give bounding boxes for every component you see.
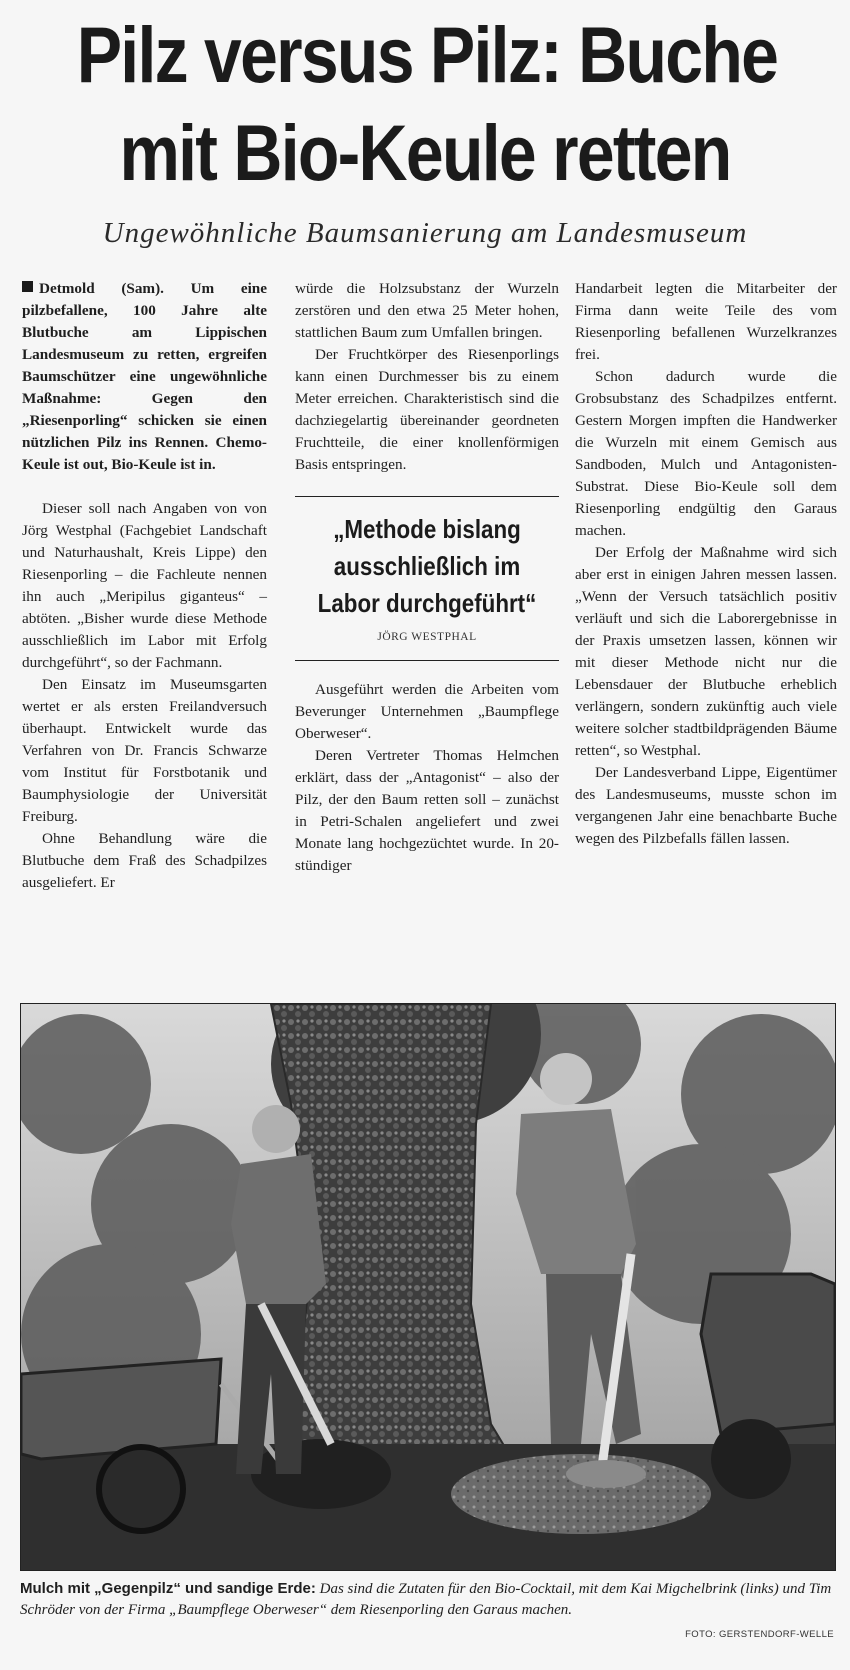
pull-quote (295, 496, 559, 661)
article-photo (20, 1003, 836, 1571)
photo-illustration (21, 1004, 835, 1570)
body-paragraph: Ausgeführt werden die Arbeiten vom Beverunger Unternehmen „Baumpflege Oberweser“. (295, 681, 559, 742)
lead-text: Detmold (Sam). Um eine pilzbefallene, 100 Jahre alte Blutbuche am Lippischen Landesmuseum zu retten, ergreifen Baumschützer eine ungewöhnliche Maßnahme: Gegen den „Riesenporling“ schicken sie einen nützlichen Pilz ins Rennen. Chemo-Keule ist out, Bio-Keule ist in. (22, 280, 267, 473)
headline-line-2: mit Bio-Keule retten (119, 108, 731, 197)
body-paragraph: Handarbeit legten die Mitarbeiter der Firma dann weite Teile des vom Riesenporling befallenen Wurzelkranzes frei. (575, 280, 837, 363)
body-paragraph: Der Landesverband Lippe, Eigentümer des Landesmuseums, musste schon im vergangenen Jahr eine benachbarte Buche wegen des Pilzbefalls fällen lassen. (575, 764, 837, 847)
body-paragraph: würde die Holzsubstanz der Wurzeln zerstören und den etwa 25 Meter hohen, stattlichen Baum zum Umfallen bringen. (295, 280, 559, 341)
body-paragraph: Den Einsatz im Museumsgarten wertet er als ersten Freilandversuch überhaupt. Entwickelt wurde das Verfahren von Dr. Francis Schwarze vom Institut für Forstbotanik und Baumphysiologie der Universität Freiburg. (22, 676, 267, 825)
photo-caption (20, 1578, 834, 1621)
square-bullet-icon (22, 281, 33, 292)
article-column-3 (575, 278, 837, 850)
body-paragraph: Ohne Behandlung wäre die Blutbuche dem Fraß des Schadpilzes ausgeliefert. Er (22, 830, 267, 891)
article-column-2 (295, 278, 559, 877)
headline (76, 6, 778, 202)
pull-quote-line: Labor durchgeführt“ (317, 588, 537, 618)
pull-quote-line: „Methode bislang (333, 514, 521, 544)
pull-quote-author: JÖRG WESTPHAL (377, 631, 477, 643)
pull-quote-line: ausschließlich im (333, 551, 521, 581)
caption-text: Das sind die Zutaten für den Bio-Cocktail, mit dem Kai Migchelbrink (links) und Tim Schröder von der Firma „Baumpflege Oberweser“ dem Riesenporling den Garaus machen. (20, 1581, 832, 1618)
body-paragraph: Dieser soll nach Angaben von von Jörg Westphal (Fachgebiet Landschaft und Naturhaushalt, Kreis Lippe) den Riesenporling – die Fachleute nennen ihn auch „Meripilus giganteus“ – abtöten. „Bisher wurde diese Methode ausschließlich im Labor mit Erfolg durchgeführt“, so der Fachmann. (22, 500, 267, 671)
article-column-1 (22, 278, 267, 894)
photo-credit: FOTO: GERSTENDORF-WELLE (685, 1629, 834, 1640)
caption-lead: Mulch mit „Gegenpilz“ und sandige Erde: (20, 1580, 316, 1597)
body-paragraph: Der Fruchtkörper des Riesenporlings kann einen Durchmesser bis zu einem Meter erreichen. Charakteristisch sind die dachziegelartig übereinander geordneten Fruchtteile, die einer knollenförmigen Basis entspringen. (295, 346, 559, 473)
body-paragraph: Der Erfolg der Maßnahme wird sich aber erst in einigen Jahren messen lassen. „Wenn der Versuch tatsächlich positiv verläuft und sich die Laborergebnisse in der Praxis umsetzen lassen, können wir mit dieser Methode nicht nur die Lebensdauer der Blutbuche erheblich verlängern, sondern zukünftig auch viele weitere solcher stadtbildprägenden Bäume retten“, so Westphal. (575, 544, 837, 759)
subheadline: Ungewöhnliche Baumsanierung am Landesmuseum (102, 217, 748, 249)
body-paragraph: Deren Vertreter Thomas Helmchen erklärt, dass der „Antagonist“ – also der Pilz, der den Baum retten soll – zunächst in Petri-Schalen angeliefert und zwei Monate lang hochgezüchtet wurde. In 20-stündiger (295, 747, 559, 874)
lead-paragraph (22, 278, 267, 476)
headline-line-1: Pilz versus Pilz: Buche (76, 10, 778, 99)
body-paragraph: Schon dadurch wurde die Grobsubstanz des Schadpilzes entfernt. Gestern Morgen impften die Handwerker die Wurzeln mit einem Gemisch aus Sandboden, Mulch und Antagonisten-Substrat. Diese Bio-Keule soll dem Riesenporling endgültig den Garaus machen. (575, 368, 837, 539)
